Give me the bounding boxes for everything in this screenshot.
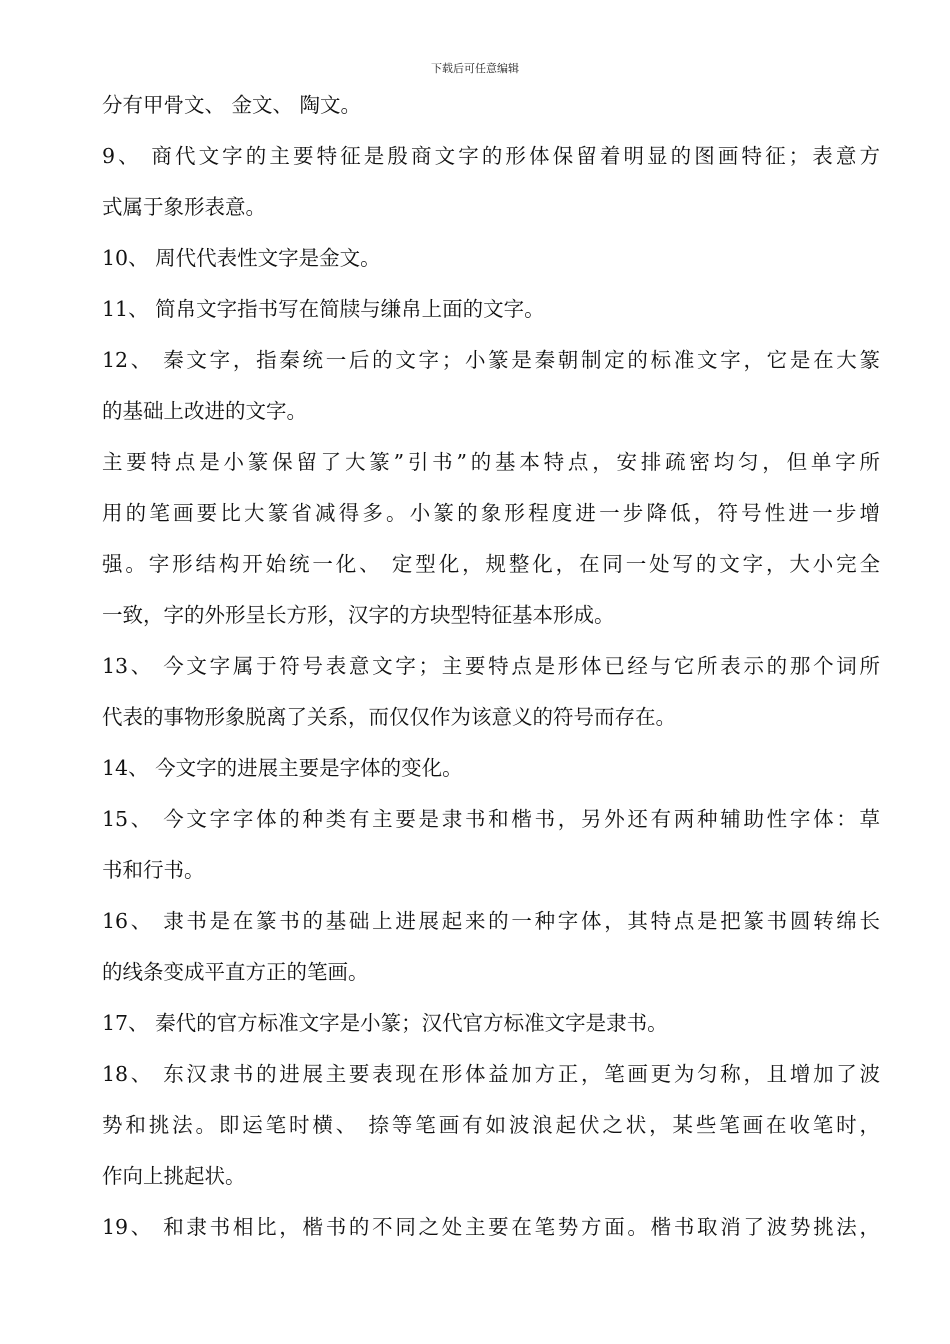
text-line: 18、 东汉隶书的进展主要表现在形体益加方正，笔画更为匀称，且增加了波 [102, 1062, 880, 1086]
page-header: 下载后可任意编辑 [431, 62, 519, 75]
text-line: 的线条变成平直方正的笔画。 [102, 960, 369, 984]
text-line: 12、 秦文字，指秦统一后的文字；小篆是秦朝制定的标准文字，它是在大篆 [102, 348, 880, 372]
text-line: 主要特点是小篆保留了大篆”引书”的基本特点，安排疏密均匀，但单字所 [102, 450, 880, 474]
text-line: 分有甲骨文、 金文、 陶文。 [102, 93, 362, 117]
text-line: 势和挑法。即运笔时横、 捺等笔画有如波浪起伏之状，某些笔画在收笔时， [102, 1113, 880, 1137]
document-body [102, 89, 880, 1262]
text-line: 用的笔画要比大篆省减得多。小篆的象形程度进一步降低，符号性进一步增 [102, 501, 880, 525]
text-line: 书和行书。 [102, 858, 205, 882]
text-line: 14、 今文字的进展主要是字体的变化。 [102, 756, 463, 780]
text-line: 17、 秦代的官方标准文字是小篆；汉代官方标准文字是隶书。 [102, 1011, 668, 1035]
text-line: 16、 隶书是在篆书的基础上进展起来的一种字体，其特点是把篆书圆转绵长 [102, 909, 880, 933]
text-line: 的基础上改进的文字。 [102, 399, 307, 423]
text-line: 9、 商代文字的主要特征是殷商文字的形体保留着明显的图画特征；表意方 [102, 144, 880, 168]
text-line: 10、 周代代表性文字是金文。 [102, 246, 381, 270]
text-line: 13、 今文字属于符号表意文字；主要特点是形体已经与它所表示的那个词所 [102, 654, 880, 678]
text-line: 11、 简帛文字指书写在简牍与缣帛上面的文字。 [102, 297, 545, 321]
text-line: 式属于象形表意。 [102, 195, 266, 219]
text-line: 强。字形结构开始统一化、 定型化，规整化，在同一处写的文字，大小完全 [102, 552, 880, 576]
text-line: 作向上挑起状。 [102, 1164, 246, 1188]
text-line: 19、 和隶书相比，楷书的不同之处主要在笔势方面。楷书取消了波势挑法， [102, 1215, 880, 1239]
text-line: 15、 今文字字体的种类有主要是隶书和楷书，另外还有两种辅助性字体：草 [102, 807, 880, 831]
text-line: 一致，字的外形呈长方形，汉字的方块型特征基本形成。 [102, 603, 615, 627]
text-line: 代表的事物形象脱离了关系，而仅仅作为该意义的符号而存在。 [102, 705, 676, 729]
